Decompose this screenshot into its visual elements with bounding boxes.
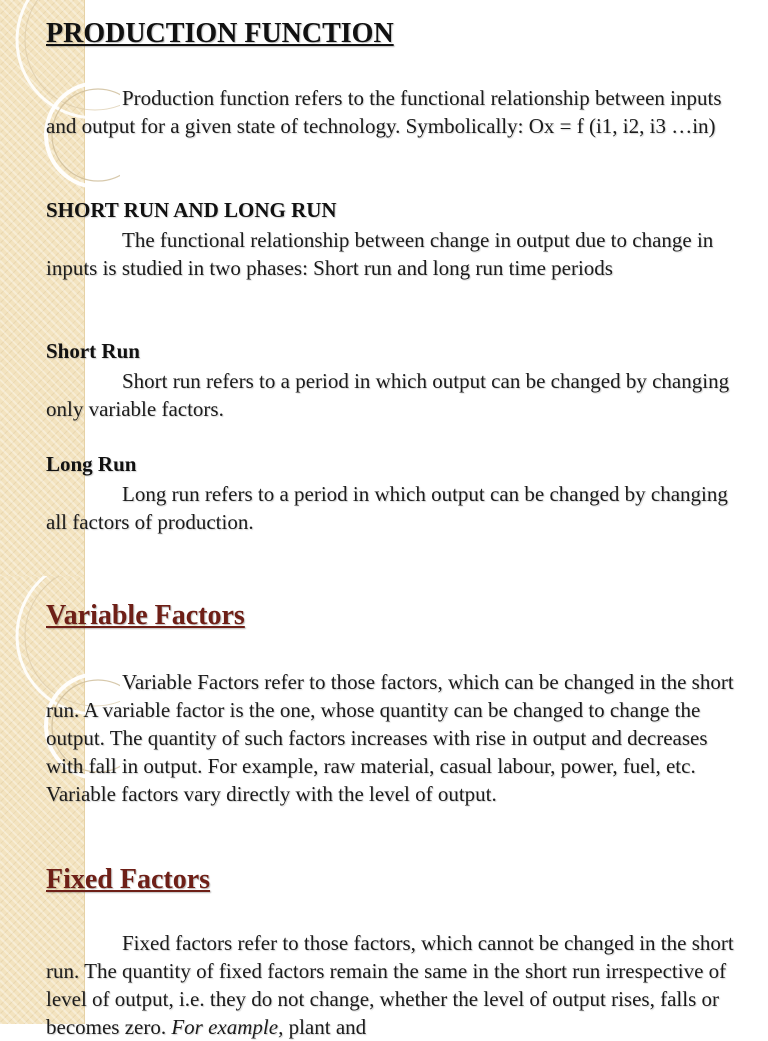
- short-run-text: Short run refers to a period in which output can be changed by changing only variable factors.: [46, 369, 730, 421]
- variable-factors-paragraph: [46, 668, 736, 808]
- short-run-heading: Short Run: [46, 339, 140, 363]
- fixed-factors-paragraph: [46, 929, 736, 1041]
- short-long-text: The functional relationship between change in output due to change in inputs is studied in two phases: Short run and long run time periods: [46, 228, 714, 280]
- intro-text: Production function refers to the functional relationship between inputs and output for a given state of technology. Symbolically: Ox = f (i1, i2, i3 …in): [46, 86, 722, 138]
- long-run-text: Long run refers to a period in which output can be changed by changing all factors of production.: [46, 482, 728, 534]
- page-title: PRODUCTION FUNCTION: [46, 18, 394, 49]
- fixed-factors-title: Fixed Factors: [46, 864, 211, 895]
- variable-factors-title: Variable Factors: [46, 600, 245, 631]
- short-long-heading: SHORT RUN AND LONG RUN: [46, 198, 337, 222]
- intro-paragraph: [46, 84, 736, 140]
- variable-factors-text: Variable Factors refer to those factors, which can be changed in the short run. A variable factor is the one, whose quantity can be changed to change the output. The quantity of such factors increases with rise in output and decreases with fall in output. For example, raw material, casual labour, power, fuel, etc. Variable factors vary directly with the level of output.: [46, 670, 734, 806]
- fixed-factors-example-label: For example,: [171, 1015, 284, 1039]
- long-run-paragraph: [46, 480, 736, 536]
- short-run-paragraph: [46, 367, 736, 423]
- long-run-heading: Long Run: [46, 452, 137, 476]
- short-long-paragraph: [46, 226, 736, 282]
- fixed-factors-tail-text: plant and: [283, 1015, 367, 1039]
- fixed-factors-text: Fixed factors refer to those factors, which cannot be changed in the short run. The quantity of fixed factors remain the same in the short run irrespective of level of output, i.e. they do not change, whether the level of output rises, falls or becomes zero.: [46, 931, 734, 1039]
